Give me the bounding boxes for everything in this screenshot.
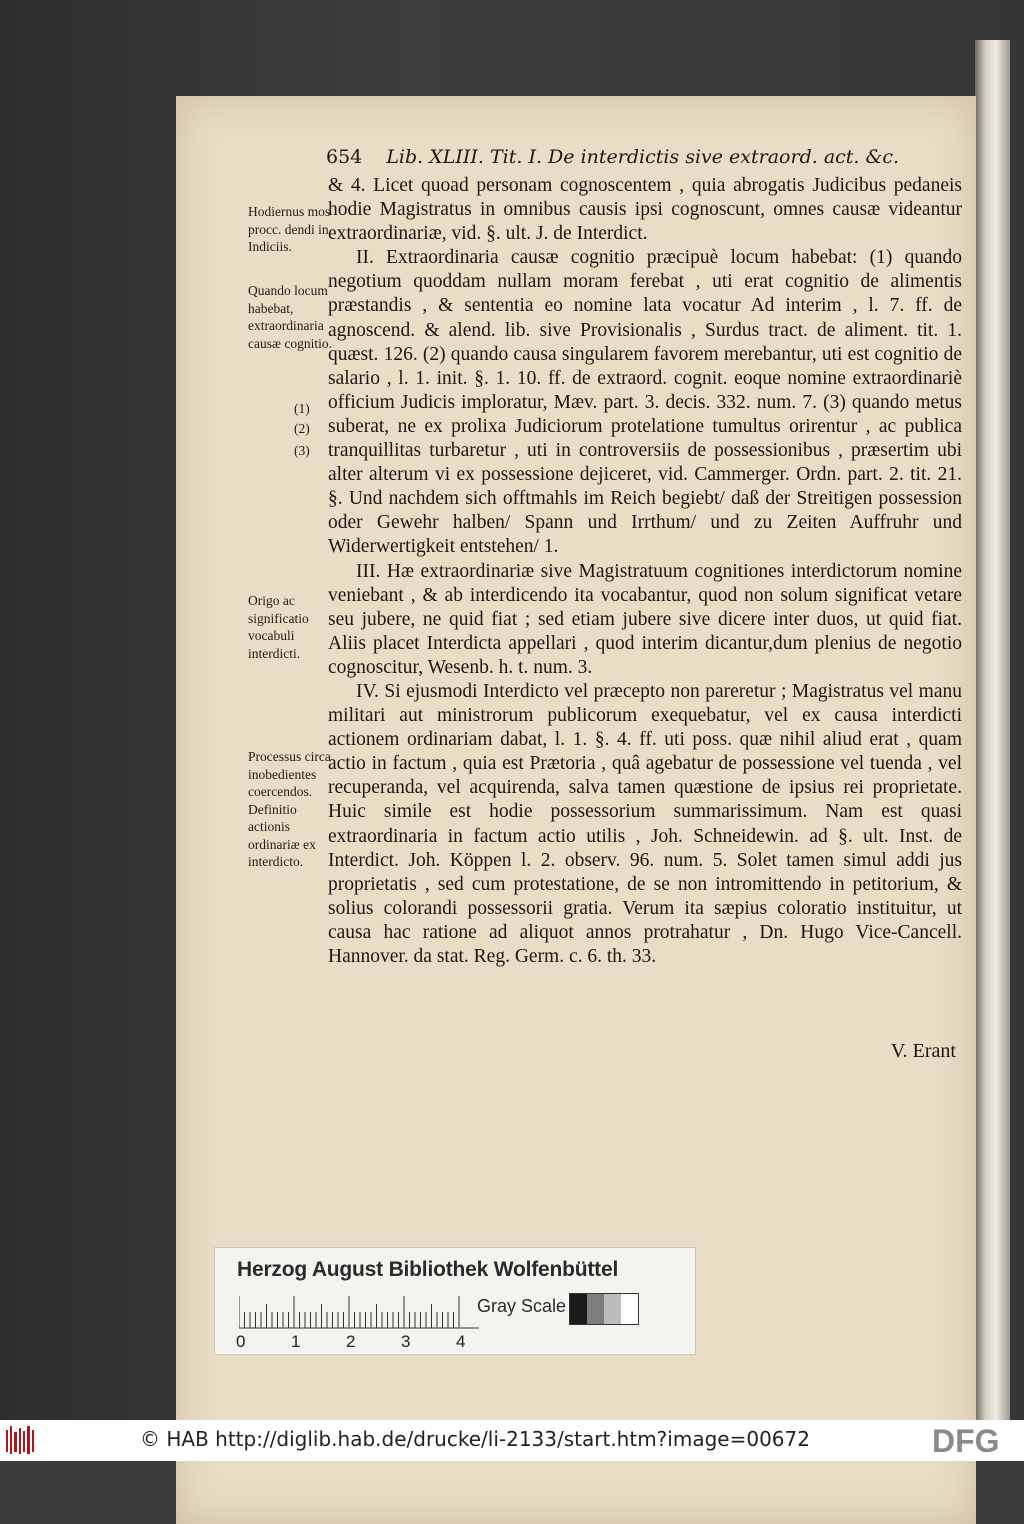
margin-note: (1) — [294, 401, 310, 416]
margin-note: Processus circa inobedientes coercendos. Definitio actionis ordinariæ ex interdicto. — [248, 749, 331, 869]
running-head — [326, 146, 976, 168]
page-number: 654 — [326, 146, 363, 168]
margin-note: Origo ac significatio vocabuli interdicti. — [248, 593, 309, 661]
swatch — [570, 1294, 587, 1324]
scale-number: 4 — [456, 1332, 466, 1351]
library-name: Herzog August Bibliothek Wolfenbüttel — [237, 1258, 619, 1281]
viewer-footer — [0, 1420, 1024, 1461]
margin-note: (3) — [294, 443, 310, 458]
catchword: V. Erant — [890, 1040, 956, 1062]
swatch — [604, 1294, 621, 1324]
scale-number: 2 — [346, 1332, 356, 1351]
copyright-url[interactable]: © HAB http://diglib.hab.de/drucke/li-2133/start.htm?image=00672 — [140, 1427, 810, 1451]
library-color-card — [214, 1247, 696, 1355]
swatch — [587, 1294, 604, 1324]
scale-number: 0 — [236, 1332, 246, 1351]
running-title: Lib. XLIII. Tit. I. De interdictis sive extraord. act. &c. — [386, 146, 900, 168]
gray-swatches — [569, 1293, 639, 1325]
dfg-logo-text: DFG — [932, 1424, 1000, 1456]
hab-barcode-icon — [6, 1426, 36, 1454]
book-spine — [975, 40, 1010, 1420]
gray-scale-label: Gray Scale — [477, 1296, 567, 1316]
swatch — [621, 1294, 638, 1324]
body-text — [328, 174, 962, 969]
margin-note: Hodiernus mos procc. dendi in Indiciis. — [248, 204, 331, 254]
scale-number: 1 — [291, 1332, 301, 1351]
scale-number: 3 — [401, 1332, 411, 1351]
margin-note: Quando locum habebat, extraordinaria causæ cognitio. — [248, 283, 332, 351]
paragraph: II. Extraordinaria causæ cognitio præcipuè locum habebat: (1) quando negotium quoddam nullam moram ferebat , uti erat cognitio de alimentis præstandis , & sententia eo nomine lata vocatur Ad interim , l. 7. ff. de agnoscend. & alend. lib. sive Provisionalis , Surdus tract. de aliment. tit. 1. quæst. 126. (2) quando causa singularem favorem merebantur, uti est cognitio de salario , l. 1. init. §. 1. 10. ff. de extraord. cognit. eoque nomine extraordinariè officium Judicis imploratur, Mæv. part. 3. decis. 332. num. 7. (3) quando metus suberat, ne ex prolixa Judiciorum protelatione tumultus orirentur , ac publica tranquillitas turbaretur , uti in controversiis de possessionibus , præsertim ubi alter alterum vi ex possessione dejiceret, vid. Cammerger. Ordn. part. 2. tit. 21. §. Und nachdem sich offtmahls im Reich begiebt/ daß der Streitigen possession oder Gewehr halben/ Spann und Irrthum/ und zu Zeiten Auffruhr und Widerwertigkeit entstehen/ 1. — [328, 247, 962, 558]
dfg-logo — [930, 1424, 1018, 1456]
paragraph: IV. Si ejusmodi Interdicto vel præcepto non pareretur ; Magistratus vel manu militari aut ministrorum publicorum exequebatur, vel ex causa interdicti actionem ordinariam dabat, l. 1. §. 4. ff. uti poss. quæ nihil aliud erat , quam actio in factum , quia est Prætoria , quâ agebatur de possessione vel tuenda , vel recuperanda, vel acquirenda, salva tamen quæstione de ipsius rei proprietate. Huic simile est hodie possessorium summarissimum. Nam est quasi extraordinaria in factum actio utilis , Joh. Schneidewin. ad §. ult. Inst. de Interdict. Joh. Köppen l. 2. observ. 96. num. 5. Solet tamen simul addi jus proprietatis , sed cum protestatione, de se non intromittendo in petitorium, & solius colorandi possessorii gratia. Verum ita sæpius coloratio instituitur, ut causa hac ratione ad aliquot annos protrahatur , Dn. Hugo Vice-Cancell. Hannover. da stat. Reg. Germ. c. 6. th. 33. — [328, 680, 962, 967]
paragraph: III. Hæ extraordinariæ sive Magistratuum cognitiones interdictorum nomine veniebant , & ab interdicendo ita vocabantur, quod non solum significat vetare seu jubere, ne quid fiat ; sed etiam jubere sive dicere inter duos, ut quid fiat. Aliis placet Interdicta appellari , quod interim dicantur,dum plenius de negotio cognoscitur, Wesenb. h. t. num. 3. — [328, 560, 962, 678]
margin-note: (2) — [294, 421, 310, 436]
paragraph: & 4. Licet quoad personam cognoscentem , quia abrogatis Judicibus pedaneis hodie Magistratus in omnibus causis ipsi cognoscunt, omnes causæ videantur extraordinariæ, vid. §. ult. J. de Interdict. — [328, 175, 962, 245]
